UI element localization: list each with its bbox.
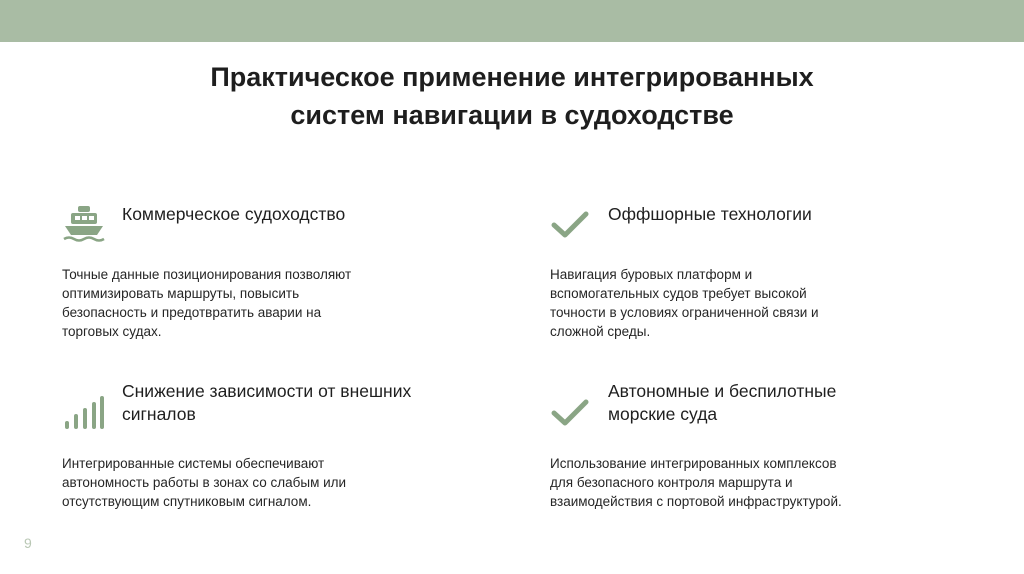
slide-title (0, 58, 1024, 134)
top-decorative-bar (0, 0, 1024, 42)
card-body-reduced-dependency: Интегрированные системы обеспечивают автономность работы в зонах со слабым или отсутствующим спутниковым сигналом. (62, 456, 347, 509)
signal-bars-icon (62, 394, 106, 432)
ship-icon (62, 203, 106, 245)
title-line-1: Практическое применение интегрированных (210, 62, 814, 92)
card-body-autonomous-vessels: Использование интегрированных комплексов для безопасного контроля маршрута и взаимодействия с портовой инфраструктурой. (550, 456, 842, 509)
title-line-2: систем навигации в судоходстве (290, 100, 734, 130)
card-body-commercial-shipping: Точные данные позиционирования позволяют оптимизировать маршруты, повысить безопасность и предотвратить аварии на торговых судах. (62, 267, 352, 339)
card-heading-commercial-shipping: Коммерческое судоходство (122, 204, 346, 224)
page-number: 9 (24, 535, 32, 551)
card-heading-offshore-technologies: Оффшорные технологии (608, 204, 812, 224)
checkmark-icon (550, 208, 590, 240)
checkmark-icon (550, 396, 590, 428)
card-heading-autonomous-vessels: Автономные и беспилотные морские суда (608, 381, 837, 424)
card-heading-reduced-dependency: Снижение зависимости от внешних сигналов (122, 381, 412, 424)
card-body-offshore-technologies: Навигация буровых платформ и вспомогательных судов требует высокой точности в условиях ограниченной связи и сложной среды. (550, 267, 819, 339)
